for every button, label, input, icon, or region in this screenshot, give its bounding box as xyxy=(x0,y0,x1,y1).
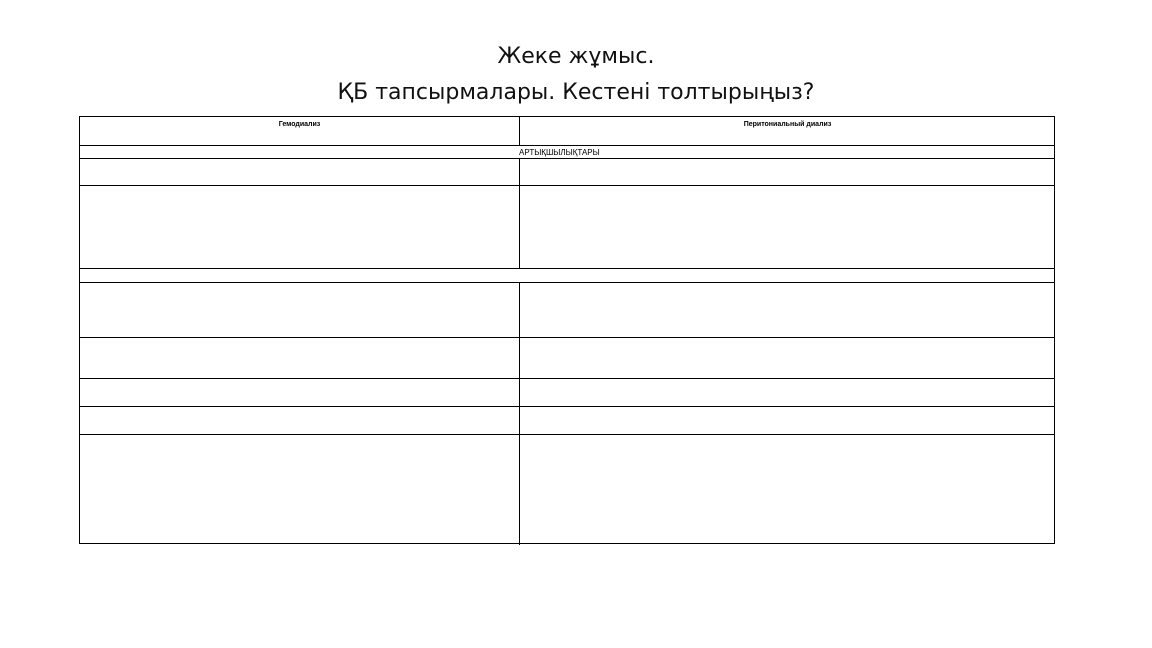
header-hemodialysis: Гемодиализ xyxy=(278,121,321,128)
slide-title-line2: ҚБ тапсырмалары. Кестені толтырыңыз? xyxy=(337,80,815,105)
row-divider xyxy=(80,145,1054,146)
row-divider xyxy=(80,185,1054,186)
row-divider xyxy=(80,158,1054,159)
comparison-table xyxy=(79,116,1055,544)
row-divider xyxy=(80,337,1054,338)
row-divider xyxy=(80,406,1054,407)
row-divider xyxy=(80,434,1054,435)
row-divider xyxy=(80,268,1054,269)
column-divider xyxy=(519,117,520,145)
row-divider xyxy=(80,282,1054,283)
column-divider xyxy=(519,282,520,545)
row-divider xyxy=(80,378,1054,379)
header-peritoneal-dialysis: Перитониальный диализ xyxy=(743,121,832,128)
slide-title-line1: Жеке жұмыс. xyxy=(497,44,655,69)
section-label-advantages: АРТЫҚШЫЛЫҚТАРЫ xyxy=(519,148,600,157)
column-divider xyxy=(519,158,520,268)
